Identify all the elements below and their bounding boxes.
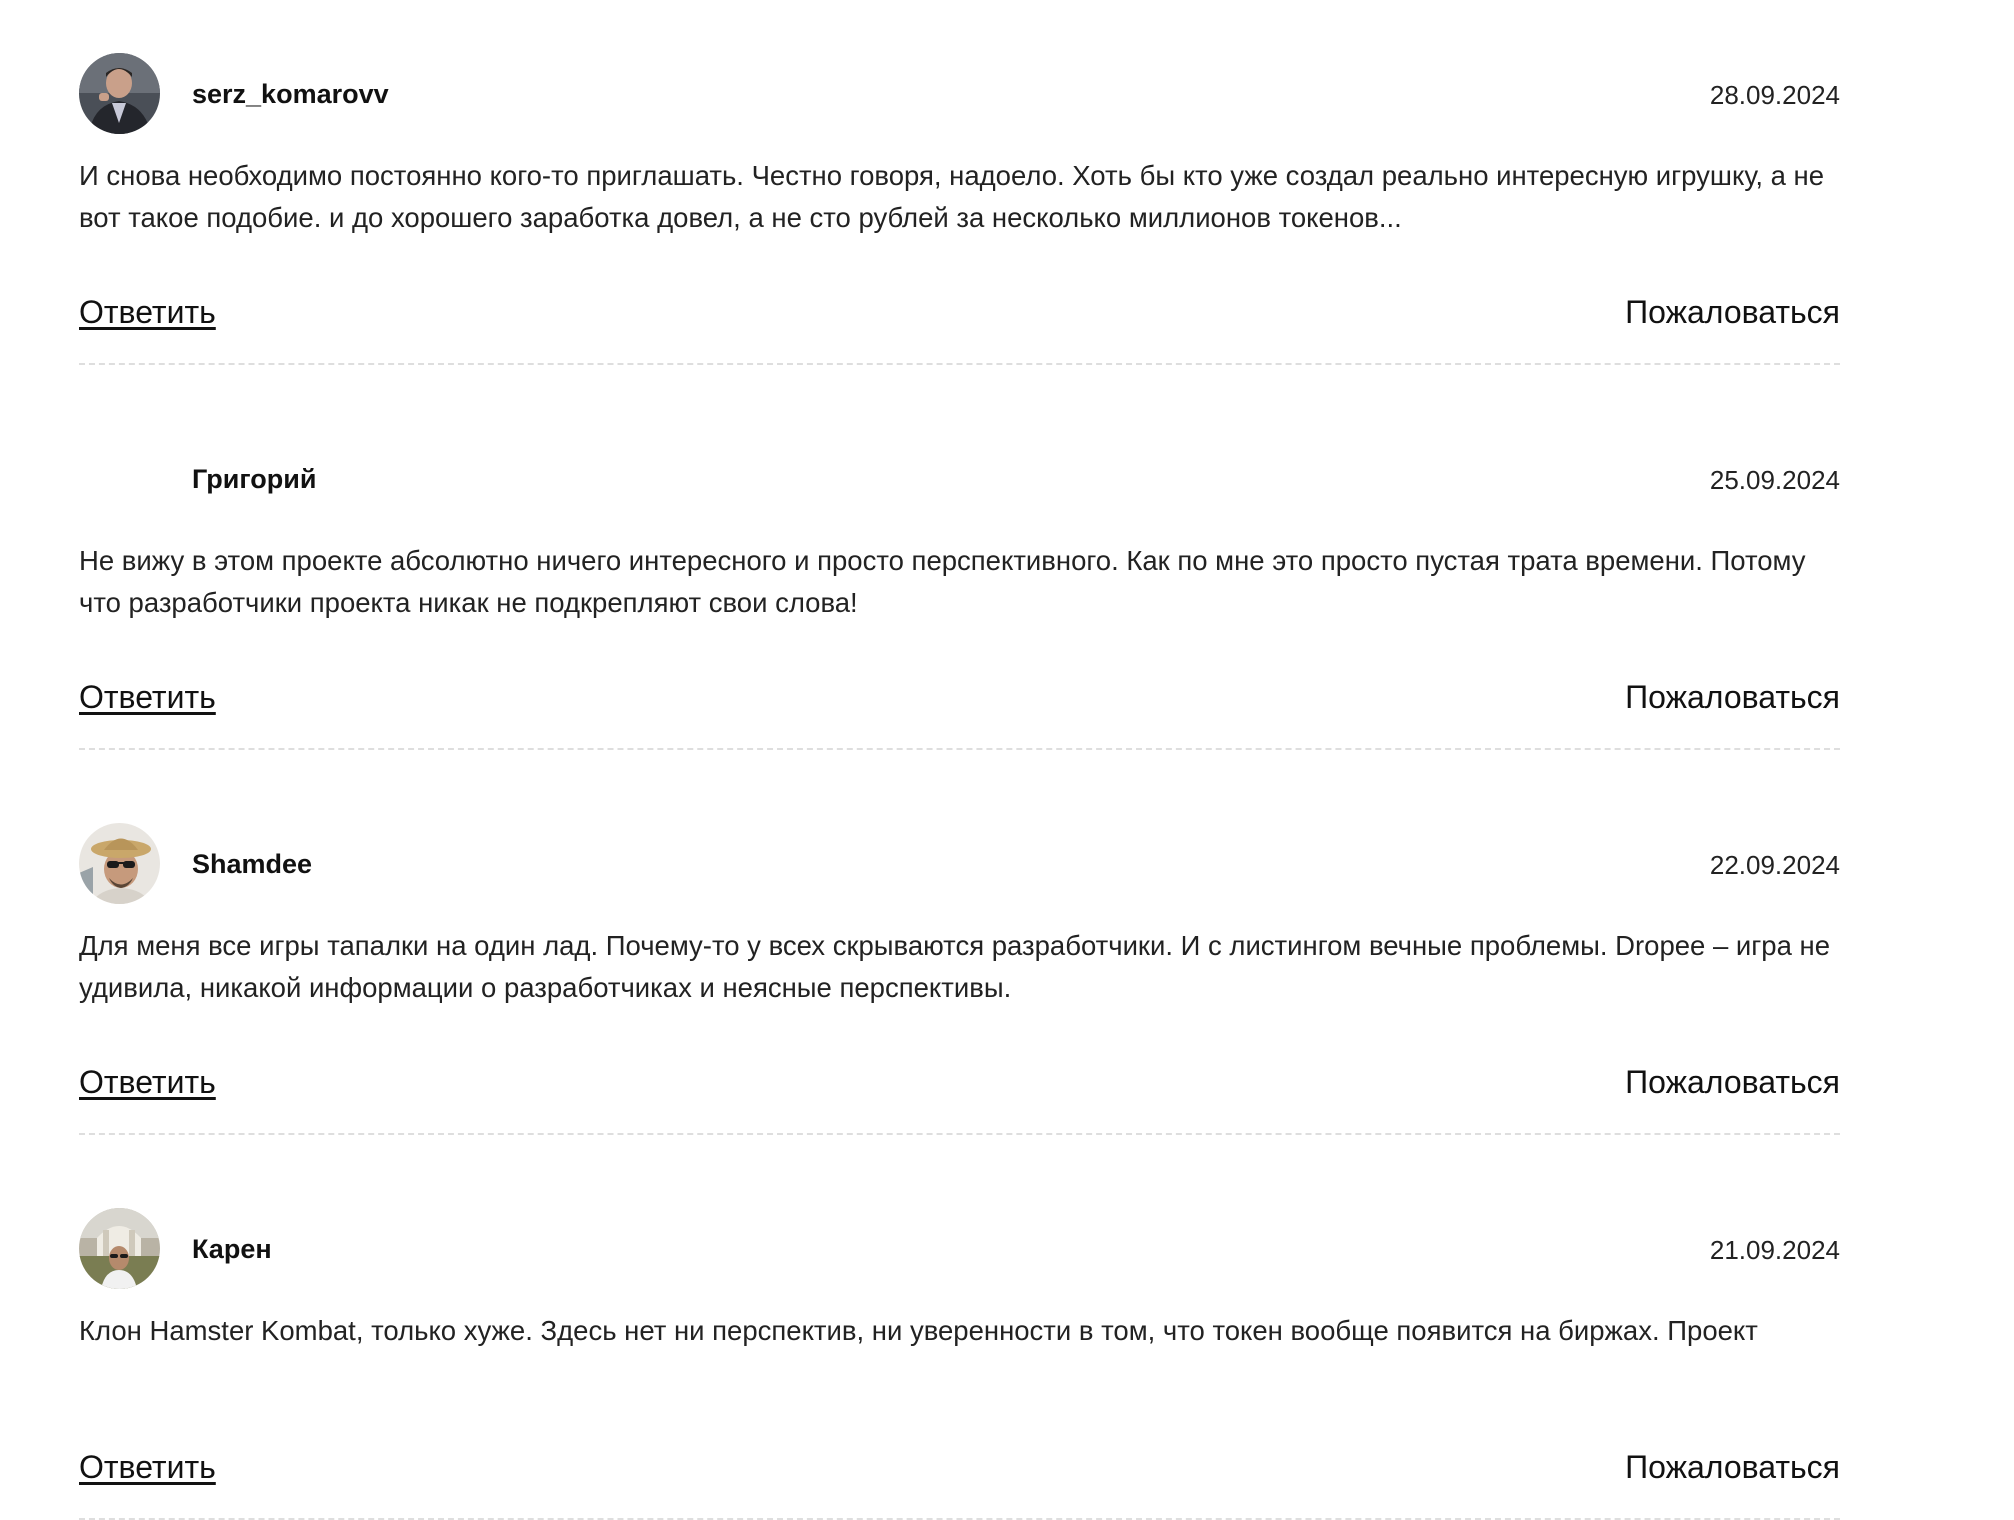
- comment-item: [79, 385, 1840, 750]
- avatar[interactable]: [79, 823, 160, 904]
- comment-actions: [79, 677, 1840, 717]
- comment-item: [79, 0, 1840, 365]
- comment-header: [79, 1208, 1840, 1289]
- report-link[interactable]: Пожаловаться: [1625, 1449, 1840, 1485]
- comment-date: 25.09.2024: [1709, 465, 1840, 495]
- comment-actions: [79, 1447, 1840, 1487]
- comment-author: Карен: [192, 1234, 272, 1264]
- comment-author: serz_komarovv: [192, 79, 389, 109]
- report-link[interactable]: Пожаловаться: [1625, 679, 1840, 715]
- comment-text: И снова необходимо постоянно кого-то приглашать. Честно говоря, надоело. Хоть бы кто уже создал реально интересную игрушку, а не вот такое подобие. и до хорошего заработка довел, а не сто рублей за несколько миллионов токенов...: [79, 160, 1825, 233]
- avatar[interactable]: [79, 53, 160, 134]
- comment-item: [79, 770, 1840, 1135]
- comment-text: Клон Hamster Kombat, только хуже. Здесь нет ни перспектив, ни уверенности в том, что токен вообще появится на биржах. Проект: [79, 1315, 1758, 1346]
- comment-header: [79, 438, 1840, 519]
- comment-actions: [79, 292, 1840, 332]
- user-photo-icon: [79, 823, 160, 904]
- comment-actions: [79, 1062, 1840, 1102]
- reply-link[interactable]: Ответить: [79, 294, 216, 330]
- comment-header: [79, 823, 1840, 904]
- comment-header: [79, 53, 1840, 134]
- comment-date: 22.09.2024: [1709, 850, 1840, 880]
- comment-date: 28.09.2024: [1709, 80, 1840, 110]
- user-photo-icon: [79, 53, 160, 134]
- comment-text: Для меня все игры тапалки на один лад. Почему-то у всех скрываются разработчики. И с листингом вечные проблемы. Dropee – игра не удивила, никакой информации о разработчиках и неясные перспективы.: [79, 930, 1831, 1003]
- report-link[interactable]: Пожаловаться: [1625, 1064, 1840, 1100]
- comment-author: Григорий: [192, 464, 317, 494]
- report-link[interactable]: Пожаловаться: [1625, 294, 1840, 330]
- comment-date: 21.09.2024: [1709, 1235, 1840, 1265]
- user-photo-icon: [79, 1208, 160, 1289]
- reply-link[interactable]: Ответить: [79, 679, 216, 715]
- reply-link[interactable]: Ответить: [79, 1449, 216, 1485]
- comment-text: Не вижу в этом проекте абсолютно ничего интересного и просто перспективного. Как по мне это просто пустая трата времени. Потому что разработчики проекта никак не подкрепляют свои слова!: [79, 545, 1806, 618]
- comments-list: [79, 0, 1840, 1520]
- reply-link[interactable]: Ответить: [79, 1064, 216, 1100]
- comment-author: Shamdee: [192, 849, 313, 879]
- comment-item: [79, 1155, 1840, 1520]
- avatar[interactable]: [79, 1208, 160, 1289]
